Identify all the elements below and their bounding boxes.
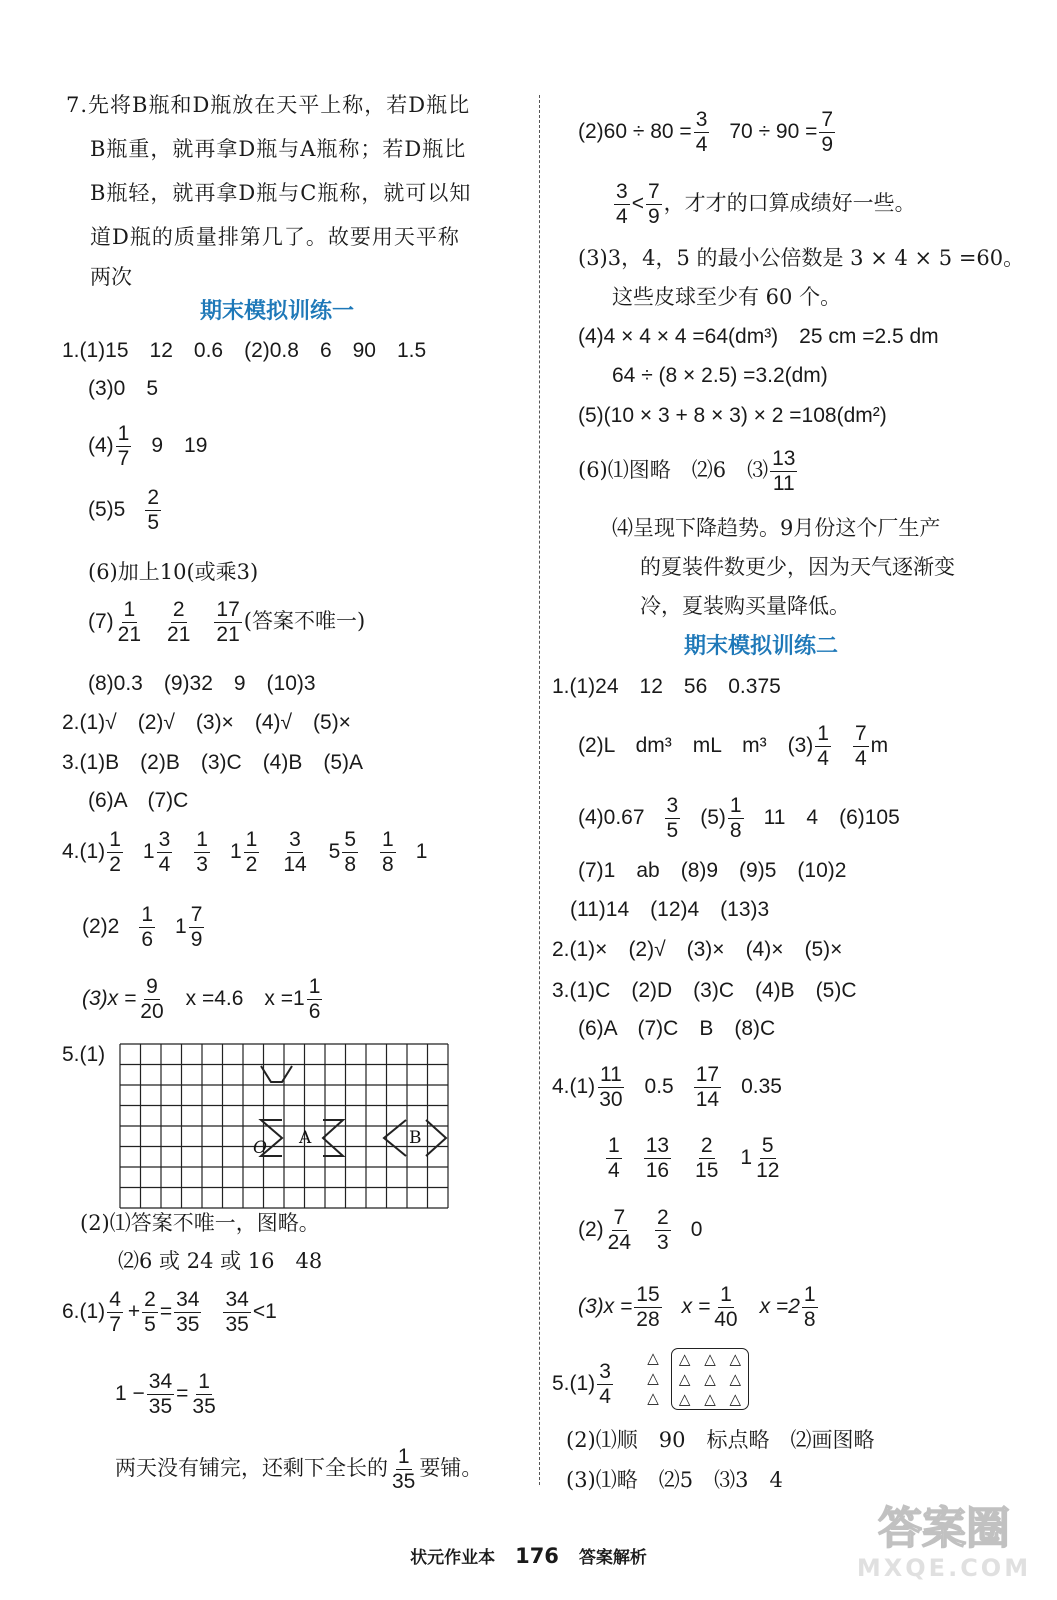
triangle-icon: △ — [647, 1349, 659, 1367]
triangle-icon: △ — [678, 1390, 691, 1408]
answer-b1-2: (2)L dm³ mL m³ (3) $\frac{1}{4}$ $\frac{7}{4}$ m — [578, 722, 889, 770]
answer-b1-7: (7)1 ab (8)9 (9)5 (10)2 — [578, 859, 847, 882]
triangle-icon: △ — [704, 1370, 716, 1388]
answer-6-2: 1 − $\frac{34}{35}$ = $\frac{1}{35}$ — [115, 1370, 216, 1418]
answer-1-5: (5)5 $\frac{2}{5}$ — [88, 486, 160, 534]
answer-r6-4-line-3: 冷，夏装购买量降低。 — [640, 594, 850, 618]
triangle-icon: △ — [678, 1350, 691, 1368]
grid-figure — [118, 1042, 462, 1210]
answer-b3-1: 3.(1)C (2)D (3)C (4)B (5)C — [552, 979, 857, 1002]
answer-r5: (5)(10 × 3 + 8 × 3) × 2 =108(dm²) — [578, 404, 887, 427]
q7-line-5: 两次 — [90, 265, 132, 289]
triangle-icon: △ — [729, 1350, 742, 1368]
fraction: $\frac{1}{7}$ — [117, 422, 130, 470]
triangle-icon: △ — [678, 1370, 691, 1388]
fraction: $\frac{1}{21}$ — [117, 598, 142, 646]
answer-1-7: (7) $\frac{1}{21}$ $\frac{2}{21}$ $\frac{17}{21}$ (答案不唯一) — [88, 598, 366, 646]
answer-b4-2: (2) $\frac{7}{24}$ $\frac{2}{3}$ 0 — [578, 1206, 703, 1254]
answer-1-4: (4) $\frac{1}{7}$ 9 19 — [88, 422, 208, 470]
triangles-figure — [643, 1348, 755, 1414]
answer-r4-2: 64 ÷ (8 × 2.5) =3.2(dm) — [612, 364, 828, 387]
answer-3-2: (6)A (7)C — [88, 789, 189, 812]
fraction: $\frac{17}{21}$ — [216, 598, 240, 646]
answer-1-3: (3)0 5 — [88, 377, 159, 400]
triangle-icon: △ — [704, 1350, 716, 1368]
point-o-label: O — [253, 1138, 267, 1158]
q7-line-1: 7.先将B瓶和D瓶放在天平上称，若D瓶比 — [66, 93, 471, 117]
footer-section: 答案解析 — [578, 1548, 647, 1568]
answer-r6: (6)⑴图略 ⑵6 ⑶ $\frac{13}{11}$ — [578, 447, 796, 495]
answer-b2: 2.(1)× (2)√ (3)× (4)× (5)× — [552, 938, 843, 961]
answer-1-1: 1.(1)15 12 0.6 (2)0.8 6 90 1.5 — [62, 339, 427, 362]
answer-5-2-2: ⑵6 或 24 或 16 48 — [118, 1249, 323, 1273]
triangle-column-outside — [643, 1348, 663, 1408]
answer-r4-1: (4)4 × 4 × 4 =64(dm³) 25 cm =2.5 dm — [578, 325, 939, 348]
answer-4-2: (2)2 $\frac{1}{6}$ 1 $\frac{7}{9}$ — [82, 903, 203, 951]
answer-4-1: 4.(1) $\frac{1}{2}$ 1 $\frac{3}{4}$ $\frac{1}{3}$ 1 $\frac{1}{2}$ $\frac{3}{14}$ 5 $\frac{5}{8}$ $\frac{1}{8}$ 1 — [62, 828, 428, 876]
fraction: $\frac{2}{5}$ — [147, 486, 160, 534]
q7-line-2: B瓶重，就再拿D瓶与A瓶称；若D瓶比 — [90, 137, 467, 161]
answer-b1-4: (4)0.67 $\frac{3}{5}$ (5) $\frac{1}{8}$ 11 4 (6)105 — [578, 794, 900, 842]
answer-5-1: 5.(1) — [62, 1043, 106, 1066]
answer-r6-4-line-2: 的夏装件数更少，因为天气逐渐变 — [640, 555, 955, 579]
answer-5-2-1: (2)⑴答案不唯一，图略。 — [80, 1211, 320, 1235]
answer-r2-2: $\frac{3}{4}$ < $\frac{7}{9}$ ，才才的口算成绩好一些。 — [616, 180, 916, 228]
triangle-icon: △ — [729, 1390, 742, 1408]
section-title-2: 期末模拟训练二 — [684, 634, 839, 659]
shape-top — [261, 1066, 292, 1082]
answer-b4-1b: $\frac{1}{4}$ $\frac{13}{16}$ $\frac{2}{15}$ 1 $\frac{5}{12}$ — [608, 1134, 780, 1182]
triangle-icon: △ — [647, 1389, 659, 1407]
answer-b5-3: (3)⑴略 ⑵5 ⑶3 4 — [566, 1468, 783, 1492]
answer-b3-2: (6)A (7)C B (8)C — [578, 1017, 776, 1040]
answer-r3-1: (3)3，4，5 的最小公倍数是 3 × 4 × 5 =60。 — [578, 246, 1025, 270]
triangle-icon: △ — [704, 1390, 716, 1408]
answer-6-1: 6.(1) $\frac{4}{7}$ + $\frac{2}{5}$ = $\frac{34}{35}$ $\frac{34}{35}$ <1 — [62, 1288, 277, 1336]
watermark-logo: 答案圈 MXQE.COM — [856, 1503, 1032, 1582]
answer-b4-1: 4.(1) $\frac{11}{30}$ 0.5 $\frac{17}{14}$ 0.35 — [552, 1063, 782, 1111]
answer-1-6: (6)加上10(或乘3) — [88, 560, 259, 584]
answer-4-3: (3)x = $\frac{9}{20}$ x =4.6 x =1 $\frac{1}{6}$ — [82, 975, 321, 1023]
triangle-box — [671, 1348, 749, 1410]
triangle-icon: △ — [729, 1370, 742, 1388]
section-title-1: 期末模拟训练一 — [200, 299, 355, 324]
answer-r6-4-line-1: ⑷呈现下降趋势。9月份这个厂生产 — [612, 516, 941, 540]
answer-2: 2.(1)√ (2)√ (3)× (4)√ (5)× — [62, 711, 351, 734]
point-b-label: B — [409, 1128, 422, 1148]
answer-r3-2: 这些皮球至少有 60 个。 — [612, 285, 842, 309]
answer-6-3: 两天没有铺完，还剩下全长的 $\frac{1}{35}$ 要铺。 — [115, 1445, 483, 1493]
answer-r2-1: (2)60 ÷ 80 = $\frac{3}{4}$ 70 ÷ 90 = $\frac{7}{9}$ — [578, 108, 834, 156]
column-divider — [539, 95, 540, 1485]
q7-line-4: 道D瓶的质量排第几了。故要用天平称 — [90, 225, 460, 249]
point-a-label: A — [299, 1128, 312, 1148]
answer-b5-1: 5.(1) $\frac{3}{4}$ — [552, 1360, 611, 1408]
answer-1-8: (8)0.3 (9)32 9 (10)3 — [88, 672, 316, 695]
answer-b4-3: (3)x = $\frac{15}{28}$ x = $\frac{1}{40}$ x =2 $\frac{1}{8}$ — [578, 1283, 816, 1331]
footer-book-title: 状元作业本 — [410, 1548, 496, 1568]
triangle-icon: △ — [647, 1369, 659, 1387]
answer-b5-2: (2)⑴顺 90 标点略 ⑵画图略 — [566, 1428, 875, 1452]
q7-line-3: B瓶轻，就再拿D瓶与C瓶称，就可以知 — [90, 181, 472, 205]
answer-3-1: 3.(1)B (2)B (3)C (4)B (5)A — [62, 751, 364, 774]
page-number: 176 — [515, 1544, 559, 1568]
answer-b1-1: 1.(1)24 12 56 0.375 — [552, 675, 781, 698]
answer-b1-11: (11)14 (12)4 (13)3 — [570, 898, 770, 921]
fraction: $\frac{2}{21}$ — [167, 598, 191, 646]
